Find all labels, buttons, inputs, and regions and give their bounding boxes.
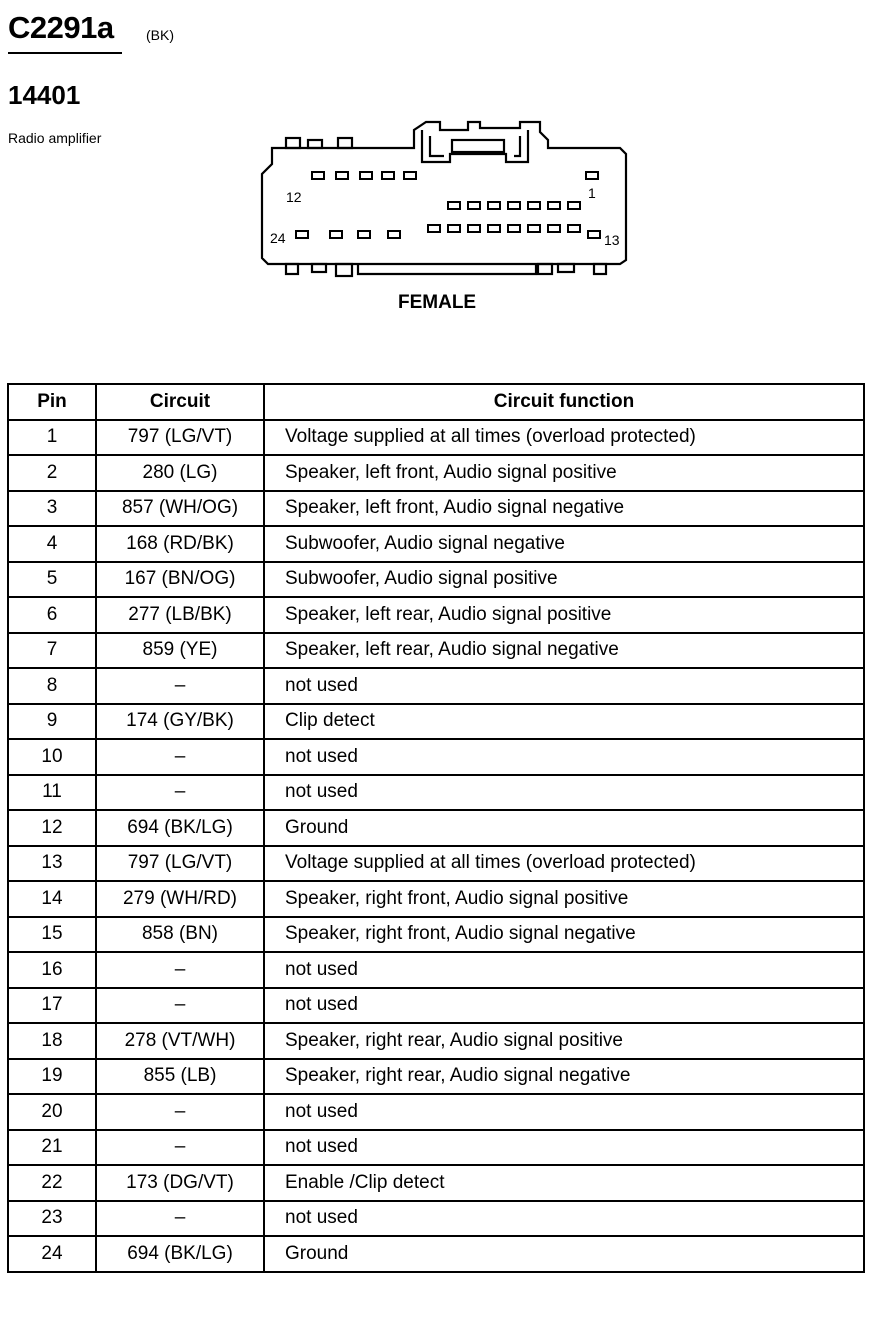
pin-label-bottom-left: 24 (270, 230, 286, 246)
table-row (8, 1201, 864, 1237)
pin-cell: 12 (8, 810, 96, 846)
function-cell: not used (264, 775, 864, 811)
function-cell: Speaker, left front, Audio signal negative (264, 491, 864, 527)
connector-color: (BK) (146, 27, 174, 43)
gender-label: FEMALE (398, 292, 477, 313)
pin-cell: 17 (8, 988, 96, 1024)
pin-cavity (296, 231, 308, 238)
circuit-cell: – (96, 775, 264, 811)
pin-cavity (508, 202, 520, 209)
circuit-cell: 277 (LB/BK) (96, 597, 264, 633)
pin-cavity (568, 202, 580, 209)
part-number: 14401 (8, 80, 81, 110)
table-row (8, 810, 864, 846)
table-header-row (8, 384, 864, 420)
pin-cavity (358, 231, 370, 238)
pin-cavity (548, 202, 560, 209)
circuit-cell: 859 (YE) (96, 633, 264, 669)
pin-cell: 16 (8, 952, 96, 988)
header-circuit: Circuit (96, 384, 264, 420)
pin-cavity (488, 202, 500, 209)
table-row (8, 1094, 864, 1130)
pin-cell: 23 (8, 1201, 96, 1237)
pin-cavity (468, 202, 480, 209)
function-cell: Clip detect (264, 704, 864, 740)
circuit-cell: 857 (WH/OG) (96, 491, 264, 527)
circuit-cell: 168 (RD/BK) (96, 526, 264, 562)
table-row (8, 1023, 864, 1059)
pin-cavity (388, 231, 400, 238)
pin-cavity (448, 202, 460, 209)
function-cell: not used (264, 1130, 864, 1166)
table-row (8, 775, 864, 811)
function-cell: Speaker, left rear, Audio signal positive (264, 597, 864, 633)
header-pin: Pin (8, 384, 96, 420)
table-row (8, 526, 864, 562)
circuit-cell: 858 (BN) (96, 917, 264, 953)
circuit-cell: 797 (LG/VT) (96, 846, 264, 882)
circuit-cell: 174 (GY/BK) (96, 704, 264, 740)
circuit-cell: – (96, 668, 264, 704)
pin-cell: 2 (8, 455, 96, 491)
circuit-cell: – (96, 988, 264, 1024)
table-row (8, 917, 864, 953)
function-cell: Subwoofer, Audio signal positive (264, 562, 864, 598)
function-cell: Voltage supplied at all times (overload protected) (264, 420, 864, 456)
pin-cell: 24 (8, 1236, 96, 1272)
table-row (8, 1130, 864, 1166)
pin-cavity (588, 231, 600, 238)
pin-cavity (586, 172, 598, 179)
pin-cavities (296, 172, 600, 238)
pin-cavity (330, 231, 342, 238)
function-cell: Voltage supplied at all times (overload protected) (264, 846, 864, 882)
pin-cell: 5 (8, 562, 96, 598)
circuit-cell: 278 (VT/WH) (96, 1023, 264, 1059)
circuit-cell: – (96, 952, 264, 988)
pin-cell: 13 (8, 846, 96, 882)
function-cell: Speaker, left rear, Audio signal negative (264, 633, 864, 669)
pin-cavity (468, 225, 480, 232)
function-cell: Speaker, right rear, Audio signal positive (264, 1023, 864, 1059)
table-row (8, 668, 864, 704)
function-cell: Subwoofer, Audio signal negative (264, 526, 864, 562)
pin-table (7, 383, 865, 1273)
circuit-cell: 280 (LG) (96, 455, 264, 491)
table-row (8, 562, 864, 598)
connector-id: C2291a (8, 10, 114, 45)
pin-cavity (488, 225, 500, 232)
pin-cell: 14 (8, 881, 96, 917)
pin-cavity (548, 225, 560, 232)
pin-cell: 18 (8, 1023, 96, 1059)
pin-cell: 10 (8, 739, 96, 775)
function-cell: Speaker, right rear, Audio signal negative (264, 1059, 864, 1095)
circuit-cell: 797 (LG/VT) (96, 420, 264, 456)
function-cell: Enable /Clip detect (264, 1165, 864, 1201)
circuit-cell: – (96, 1201, 264, 1237)
table-row (8, 704, 864, 740)
circuit-cell: 279 (WH/RD) (96, 881, 264, 917)
table-row (8, 597, 864, 633)
pin-cell: 1 (8, 420, 96, 456)
function-cell: not used (264, 739, 864, 775)
pin-cell: 9 (8, 704, 96, 740)
pin-cell: 3 (8, 491, 96, 527)
function-cell: Speaker, right front, Audio signal positive (264, 881, 864, 917)
pin-label-bottom-right: 13 (604, 232, 620, 248)
pin-cavity (448, 225, 460, 232)
pin-cavity (528, 202, 540, 209)
pin-cavity (336, 172, 348, 179)
circuit-cell: 167 (BN/OG) (96, 562, 264, 598)
function-cell: not used (264, 952, 864, 988)
table-row (8, 633, 864, 669)
function-cell: Speaker, left front, Audio signal positive (264, 455, 864, 491)
circuit-cell: – (96, 1130, 264, 1166)
table-row (8, 988, 864, 1024)
connector-diagram (258, 118, 630, 278)
table-row (8, 491, 864, 527)
pin-cell: 11 (8, 775, 96, 811)
table-row (8, 455, 864, 491)
function-cell: not used (264, 988, 864, 1024)
pin-cell: 8 (8, 668, 96, 704)
pin-label-top-right: 1 (588, 185, 596, 201)
pin-cell: 7 (8, 633, 96, 669)
header-circuit-function: Circuit function (264, 384, 864, 420)
component-name: Radio amplifier (8, 130, 102, 146)
pin-cell: 4 (8, 526, 96, 562)
circuit-cell: 694 (BK/LG) (96, 810, 264, 846)
table-row (8, 420, 864, 456)
table-row (8, 1165, 864, 1201)
function-cell: not used (264, 668, 864, 704)
table-row (8, 739, 864, 775)
pin-cavity (428, 225, 440, 232)
circuit-cell: 694 (BK/LG) (96, 1236, 264, 1272)
circuit-cell: 173 (DG/VT) (96, 1165, 264, 1201)
pin-cell: 15 (8, 917, 96, 953)
pin-cavity (568, 225, 580, 232)
circuit-cell: 855 (LB) (96, 1059, 264, 1095)
circuit-cell: – (96, 1094, 264, 1130)
connector-housing (262, 122, 626, 276)
connector-id-underline (8, 52, 122, 54)
pin-cavity (528, 225, 540, 232)
function-cell: Ground (264, 1236, 864, 1272)
pin-cavity (404, 172, 416, 179)
pin-cavity (508, 225, 520, 232)
pin-cavity (312, 172, 324, 179)
pin-cavity (382, 172, 394, 179)
function-cell: Ground (264, 810, 864, 846)
function-cell: Speaker, right front, Audio signal negative (264, 917, 864, 953)
table-row (8, 1236, 864, 1272)
pin-cell: 20 (8, 1094, 96, 1130)
pin-label-top-left: 12 (286, 189, 302, 205)
table-row (8, 1059, 864, 1095)
table-row (8, 952, 864, 988)
function-cell: not used (264, 1201, 864, 1237)
pin-cavity (360, 172, 372, 179)
pin-cell: 6 (8, 597, 96, 633)
function-cell: not used (264, 1094, 864, 1130)
pin-cell: 19 (8, 1059, 96, 1095)
table-row (8, 846, 864, 882)
circuit-cell: – (96, 739, 264, 775)
pin-cell: 21 (8, 1130, 96, 1166)
table-row (8, 881, 864, 917)
pin-cell: 22 (8, 1165, 96, 1201)
